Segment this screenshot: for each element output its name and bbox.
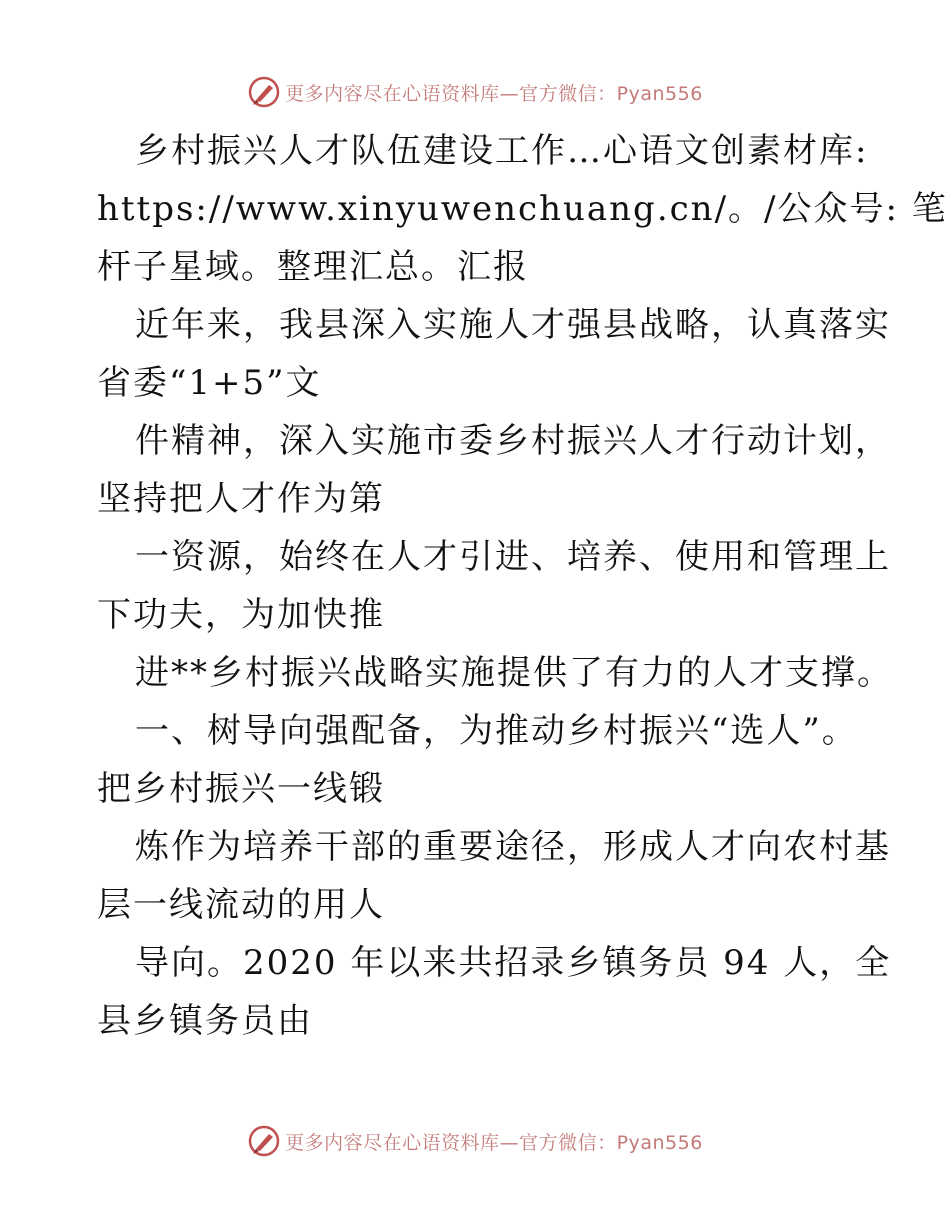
body-line: https://www.xinyuwenchuang.cn/。/公众号: 笔 [97,189,948,229]
body-line: 进**乡村振兴战略实施提供了有力的人才支撑。 [135,653,893,693]
header-watermark-banner [0,72,950,112]
body-line: 下功夫，为加快推 [97,595,385,635]
pen-logo-icon [247,1124,281,1158]
body-line: 乡村振兴人才队伍建设工作…心语文创素材库: [135,131,869,171]
document-body [97,122,948,1050]
body-line: 层一线流动的用人 [97,885,385,925]
body-line: 县乡镇务员由 [97,1001,313,1041]
body-line: 把乡村振兴一线锻 [97,769,385,809]
body-line: 炼作为培养干部的重要途径，形成人才向农村基 [135,827,891,867]
body-line: 杆子星域。整理汇总。汇报 [97,247,529,287]
section-heading-line: 一、树导向强配备，为推动乡村振兴“选人”。 [135,711,858,751]
header-banner-text: 更多内容尽在心语资料库—官方微信：Pyan556 [285,82,703,105]
body-line: 件精神，深入实施市委乡村振兴人才行动计划， [135,421,891,461]
body-line: 坚持把人才作为第 [97,479,385,519]
footer-banner-text: 更多内容尽在心语资料库—官方微信：Pyan556 [285,1131,703,1154]
body-line: 一资源，始终在人才引进、培养、使用和管理上 [135,537,891,577]
footer-watermark-banner [0,1121,950,1161]
body-line: 省委“1+5”文 [97,363,322,403]
body-line: 导向。2020 年以来共招录乡镇务员 94 人，全 [135,943,892,983]
pen-logo-icon [247,75,281,109]
body-line: 近年来，我县深入实施人才强县战略，认真落实 [135,305,891,345]
